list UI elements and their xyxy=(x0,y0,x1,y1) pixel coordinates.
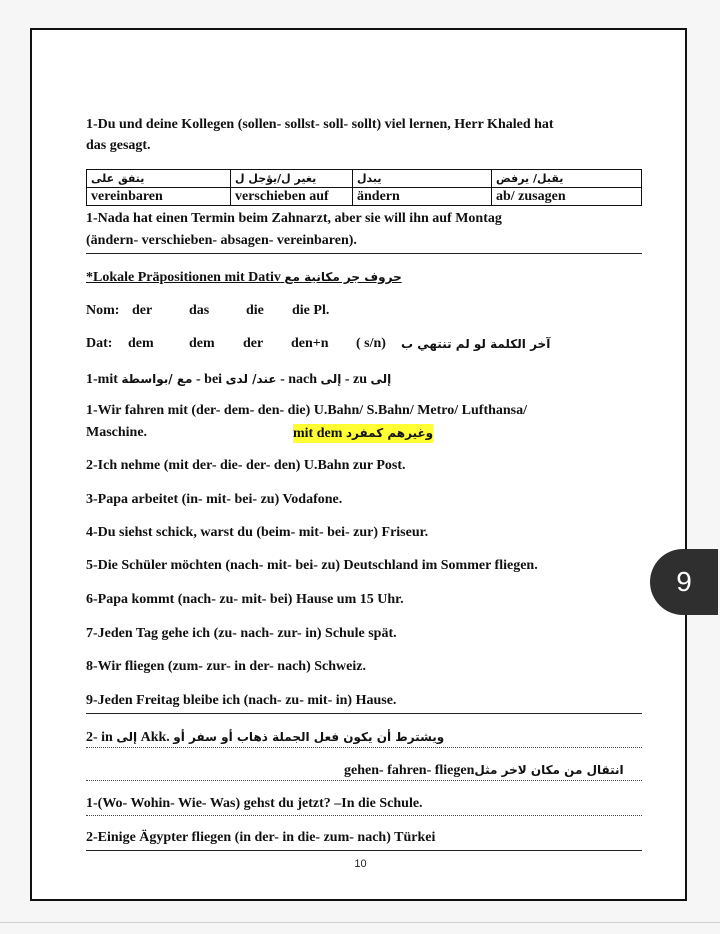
exercise-line: 4-Du siehst schick, warst du (beim- mit- bei- zur) Friseur. xyxy=(86,525,429,540)
exercise-line: 2-Ich nehme (mit der- die- der- den) U.Bahn zur Post. xyxy=(86,458,406,473)
highlight-arabic: وغيرهم كمفرد xyxy=(345,426,434,440)
preposition: - zu xyxy=(344,372,367,387)
case-label: Nom: xyxy=(86,303,120,318)
table-cell: ändern xyxy=(353,188,492,206)
page-number: 10 xyxy=(354,858,367,870)
preposition-arabic: إلى xyxy=(320,372,342,386)
divider xyxy=(86,850,642,851)
dotted-divider xyxy=(86,780,642,781)
table-row xyxy=(87,188,642,206)
article: das xyxy=(189,303,210,318)
exercise-line: 7-Jeden Tag gehe ich (zu- nach- zur- in) Schule spät. xyxy=(86,626,397,641)
divider xyxy=(86,713,642,714)
section-heading xyxy=(86,268,402,287)
verbs-arabic: انتقال من مكان لاخر مثل xyxy=(474,763,624,777)
article: der xyxy=(132,303,153,318)
table-row xyxy=(87,170,642,188)
preposition-arabic: إلى xyxy=(116,730,138,744)
exercise-line: 2-Einige Ägypter fliegen (in der- in die- zum- nach) Türkei xyxy=(86,830,436,845)
preposition-arabic: عند/ لدى xyxy=(225,372,277,386)
ending-note: ( s/n) xyxy=(356,336,386,351)
dotted-divider xyxy=(86,815,642,816)
preposition: 2- in xyxy=(86,730,113,745)
page-indicator-badge[interactable]: 9 xyxy=(650,549,718,615)
table-cell: vereinbaren xyxy=(87,188,231,206)
verbs-german: gehen- fahren- fliegen xyxy=(344,763,475,778)
exercise-line: 9-Jeden Freitag bleibe ich (nach- zu- mit- in) Hause. xyxy=(86,693,397,708)
case-label: Dat: xyxy=(86,336,113,351)
article: dem xyxy=(128,336,154,351)
exercise-line xyxy=(86,424,486,442)
preposition: - nach xyxy=(280,372,318,387)
divider xyxy=(86,253,642,254)
document-page xyxy=(30,28,687,901)
verb-table xyxy=(86,169,642,206)
table-cell: ab/ zusagen xyxy=(492,188,642,206)
preposition: - bei xyxy=(196,372,223,387)
exercise-line: 6-Papa kommt (nach- zu- mit- bei) Hause um 15 Uhr. xyxy=(86,592,404,607)
highlight-note xyxy=(293,424,433,443)
table-cell: يغير ل/يؤجل ل xyxy=(231,170,353,188)
table-cell: يقبل/ يرفض xyxy=(492,170,642,188)
exercise-line: 8-Wir fliegen (zum- zur- in der- nach) Schweiz. xyxy=(86,659,366,674)
rule-arabic: ويشترط أن يكون فعل الجملة ذهاب أو سفر أو xyxy=(173,730,445,744)
preposition-arabic: إلى xyxy=(370,372,392,386)
exercise-line: das gesagt. xyxy=(86,138,151,153)
rule-line xyxy=(86,728,444,747)
exercise-line: 5-Die Schüler möchten (nach- mit- bei- zu) Deutschland im Sommer fliegen. xyxy=(86,558,538,573)
viewer-bottom-edge xyxy=(0,922,720,923)
preposition-arabic: مع /بواسطة xyxy=(121,372,193,386)
case-label: Akk. xyxy=(140,730,170,745)
exercise-text: Maschine. xyxy=(86,425,148,440)
highlight-german: mit dem xyxy=(293,426,343,441)
heading-text: *Lokale Präpositionen mit Dativ xyxy=(86,270,281,285)
heading-arabic: حروف جر مكانية مع xyxy=(284,270,402,284)
dotted-divider xyxy=(86,747,642,748)
table-cell: يتفق على xyxy=(87,170,231,188)
exercise-line: 1-Du und deine Kollegen (sollen- sollst- soll- sollt) viel lernen, Herr Khaled hat xyxy=(86,117,554,132)
preposition: 1-mit xyxy=(86,372,118,387)
exercise-line: 3-Papa arbeitet (in- mit- bei- zu) Vodafone. xyxy=(86,492,343,507)
ending-note-arabic: آخر الكلمة لو لم تنتهي ب xyxy=(401,337,551,351)
article: die Pl. xyxy=(292,303,330,318)
exercise-line: 1-Wir fahren mit (der- dem- den- die) U.Bahn/ S.Bahn/ Metro/ Lufthansa/ xyxy=(86,403,528,418)
exercise-line: 1-Nada hat einen Termin beim Zahnarzt, aber sie will ihn auf Montag xyxy=(86,211,502,226)
verbs-line xyxy=(344,761,624,780)
table-cell: verschieben auf xyxy=(231,188,353,206)
article: die xyxy=(246,303,264,318)
preposition-line xyxy=(86,370,391,389)
exercise-line: (ändern- verschieben- absagen- vereinbaren). xyxy=(86,233,357,248)
table-cell: يبدل xyxy=(353,170,492,188)
exercise-line: 1-(Wo- Wohin- Wie- Was) gehst du jetzt? –In die Schule. xyxy=(86,796,423,811)
article: der xyxy=(243,336,264,351)
article: dem xyxy=(189,336,215,351)
article: den+n xyxy=(291,336,329,351)
